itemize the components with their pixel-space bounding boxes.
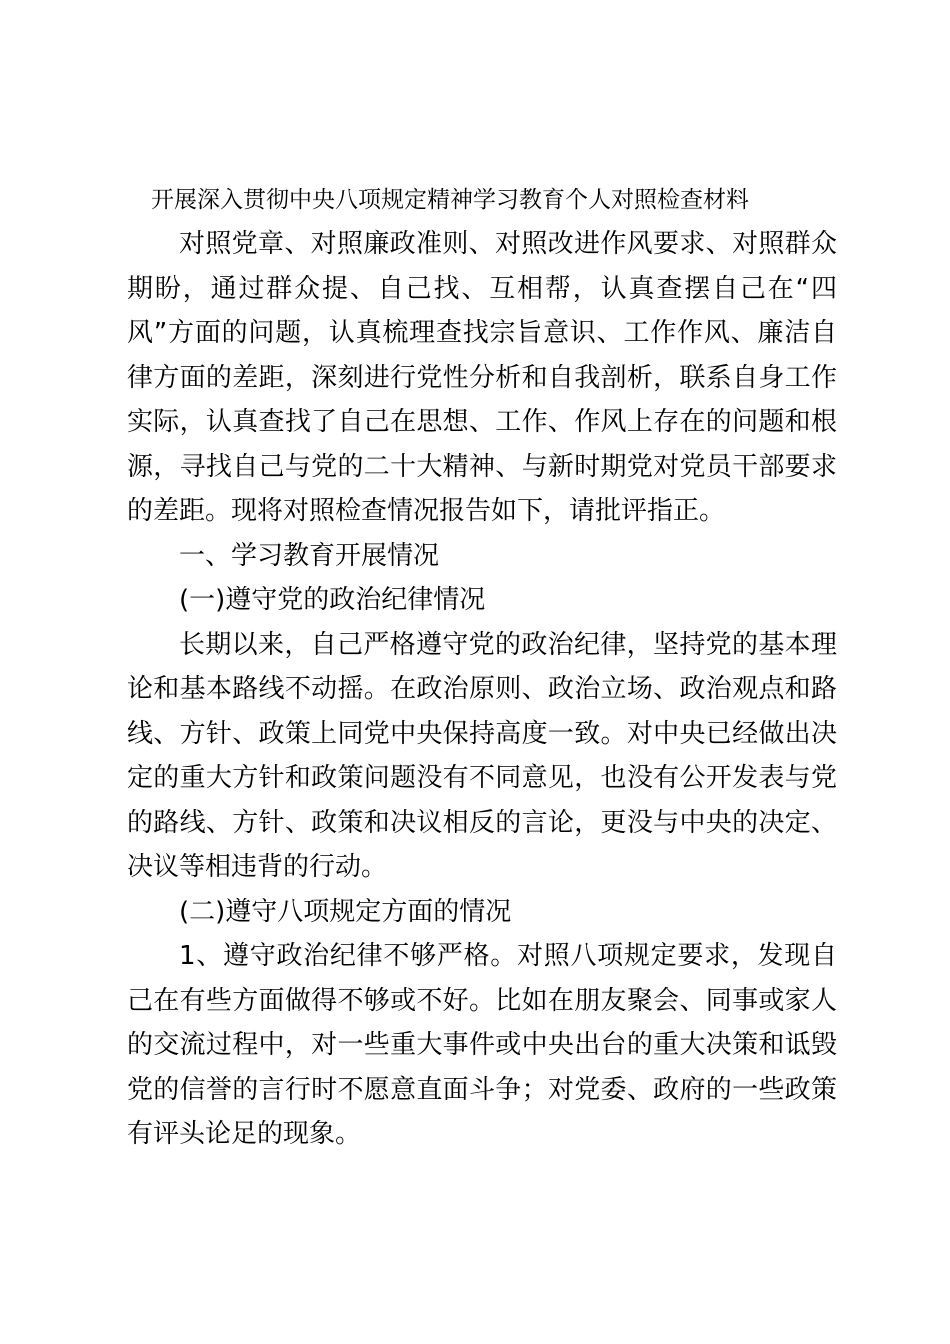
subsection-heading-1: (一)遵守党的政治纪律情况 xyxy=(179,585,486,615)
document-title: 开展深入贯彻中央八项规定精神学习教育个人对照检查材料 xyxy=(151,187,749,213)
item-1-paragraph: 1、遵守政治纪律不够严格。对照八项规定要求，发现自己在有些方面做得不够或不好。比如在朋友聚会、同事或家人的交流过程中，对一些重大事件或中央出台的重大决策和诋毁党的信誉的言行时不愿意直面斗争；对党委、政府的一些政策有评头论足的现象。 xyxy=(127,941,837,1149)
section-heading-1: 一、学习教育开展情况 xyxy=(179,540,440,571)
subsection-heading-2: (二)遵守八项规定方面的情况 xyxy=(179,896,512,927)
subsection-1-paragraph: 长期以来，自己严格遵守党的政治纪律，坚持党的基本理论和基本路线不动摇。在政治原则、政治立场、政治观点和路线、方针、政策上同党中央保持高度一致。对中央已经做出决定的重大方针和政策问题没有不同意见，也没有公开发表与党的路线、方针、政策和决议相反的言论，更没与中央的决定、决议等相违背的行动。 xyxy=(127,629,837,882)
intro-paragraph: 对照党章、对照廉政准则、对照改进作风要求、对照群众期盼，通过群众提、自己找、互相帮，认真查摆自己在“四风”方面的问题，认真梳理查找宗旨意识、工作作风、廉洁自律方面的差距，深刻进行党性分析和自我剖析，联系自身工作实际，认真查找了自己在思想、工作、作风上存在的问题和根源，寻找自己与党的二十大精神、与新时期党对党员干部要求的差距。现将对照检查情况报告如下，请批评指正。 xyxy=(127,229,837,526)
document-page xyxy=(127,178,837,1157)
